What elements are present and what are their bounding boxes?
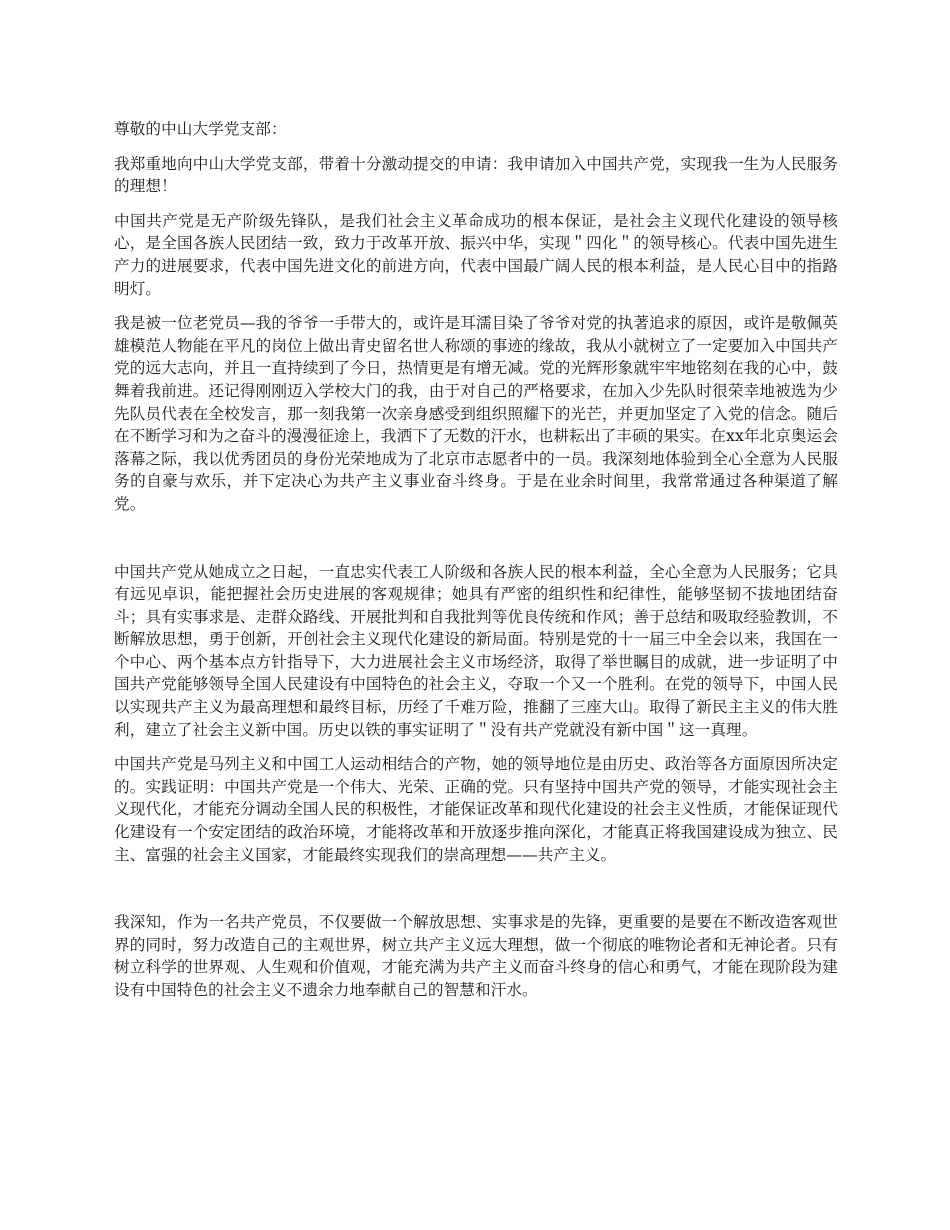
section-spacer (114, 516, 838, 561)
paragraph-spacer (114, 141, 838, 153)
section-spacer (114, 866, 838, 911)
paragraph-party-history: 中国共产党从她成立之日起，一直忠实代表工人阶级和各族人民的根本利益，全心全意为人民服务；它具有远见卓识，能把握社会历史进展的客观规律；她具有严密的组织性和纪律性，能够坚韧不拔地团结奋斗；具有实事求是、走群众路线、开展批判和自我批判等优良传统和作风；善于总结和吸取经验教训，不断解放思想，勇于创新，开创社会主义现代化建设的新局面。特别是党的十一届三中全会以来，我国在一个中心、两个基本点方针指导下，大力进展社会主义市场经济，取得了举世瞩目的成就，进一步证明了中国共产党能够领导全国人民建设有中国特色的社会主义，夺取一个又一个胜利。在党的领导下，中国人民以实现共产主义为最高理想和最终目标，历经了千难万险，推翻了三座大山。取得了新民主主义的伟大胜利，建立了社会主义新中国。历史以铁的事实证明了＂没有共产党就没有新中国＂这一真理。 (114, 562, 838, 739)
paragraph-personal-commitment: 我深知，作为一名共产党员，不仅要做一个解放思想、实事求是的先锋，更重要的是要在不断改造客观世界的同时，努力改造自己的主观世界，树立共产主义远大理想，做一个彻底的唯物论者和无神论者。只有树立科学的世界观、人生观和价值观，才能充满为共产主义而奋斗终身的信心和勇气，才能在现阶段为建设有中国特色的社会主义不遗余力地奉献自己的智慧和汗水。 (114, 913, 838, 999)
paragraph-party-role: 中国共产党是无产阶级先锋队，是我们社会主义革命成功的根本保证，是社会主义现代化建设的领导核心，是全国各族人民团结一致，致力于改革开放、振兴中华，实现＂四化＂的领导核心。代表中国先进生产力的进展要求，代表中国先进文化的前进方向，代表中国最广阔人民的根本利益，是人民心目中的指路明灯。 (114, 211, 838, 298)
document-page (114, 118, 838, 1002)
paragraph-personal-history: 我是被一位老党员—我的爷爷一手带大的，或许是耳濡目染了爷爷对党的执著追求的原因，或许是敬佩英雄模范人物能在平凡的岗位上做出青史留名世人称颂的事迹的缘故，我从小就树立了一定要加入中国共产党的远大志向，并且一直持续到了今日，热情更是有增无减。党的光辉形象就牢牢地铭刻在我的心中，鼓舞着我前进。还记得刚刚迈入学校大门的我，由于对自己的严格要求，在加入少先队时很荣幸地被选为少先队员代表在全校发言，那一刻我第一次亲身感受到组织照耀下的光芒，并更加坚定了入党的信念。随后在不断学习和为之奋斗的漫漫征途上，我洒下了无数的汗水，也耕耘出了丰硕的果实。在xx年北京奥运会落幕之际，我以优秀团员的身份光荣地成为了北京市志愿者中的一员。我深刻地体验到全心全意为人民服务的自豪与欢乐，并下定决心为共产主义事业奋斗终身。于是在业余时间里，我常常通过各种渠道了解党。 (114, 314, 839, 513)
paragraph-spacer (114, 198, 838, 210)
paragraph-application: 我郑重地向中山大学党支部，带着十分激动提交的申请：我申请加入中国共产党，实现我一生为人民服务的理想！ (114, 154, 838, 196)
paragraph-party-leadership: 中国共产党是马列主义和中国工人运动相结合的产物，她的领导地位是由历史、政治等各方面原因所决定的。实践证明：中国共产党是一个伟大、光荣、正确的党。只有坚持中国共产党的领导，才能实现社会主义现代化，才能充分调动全国人民的积极性，才能保证改革和现代化建设的社会主义性质，才能保证现代化建设有一个安定团结的政治环境，才能将改革和开放逐步推向深化，才能真正将我国建设成为独立、民主、富强的社会主义国家，才能最终实现我们的崇高理想——共产主义。 (114, 755, 838, 864)
paragraph-spacer (114, 741, 838, 753)
paragraph-spacer (114, 300, 838, 312)
salutation: 尊敬的中山大学党支部： (114, 120, 287, 138)
